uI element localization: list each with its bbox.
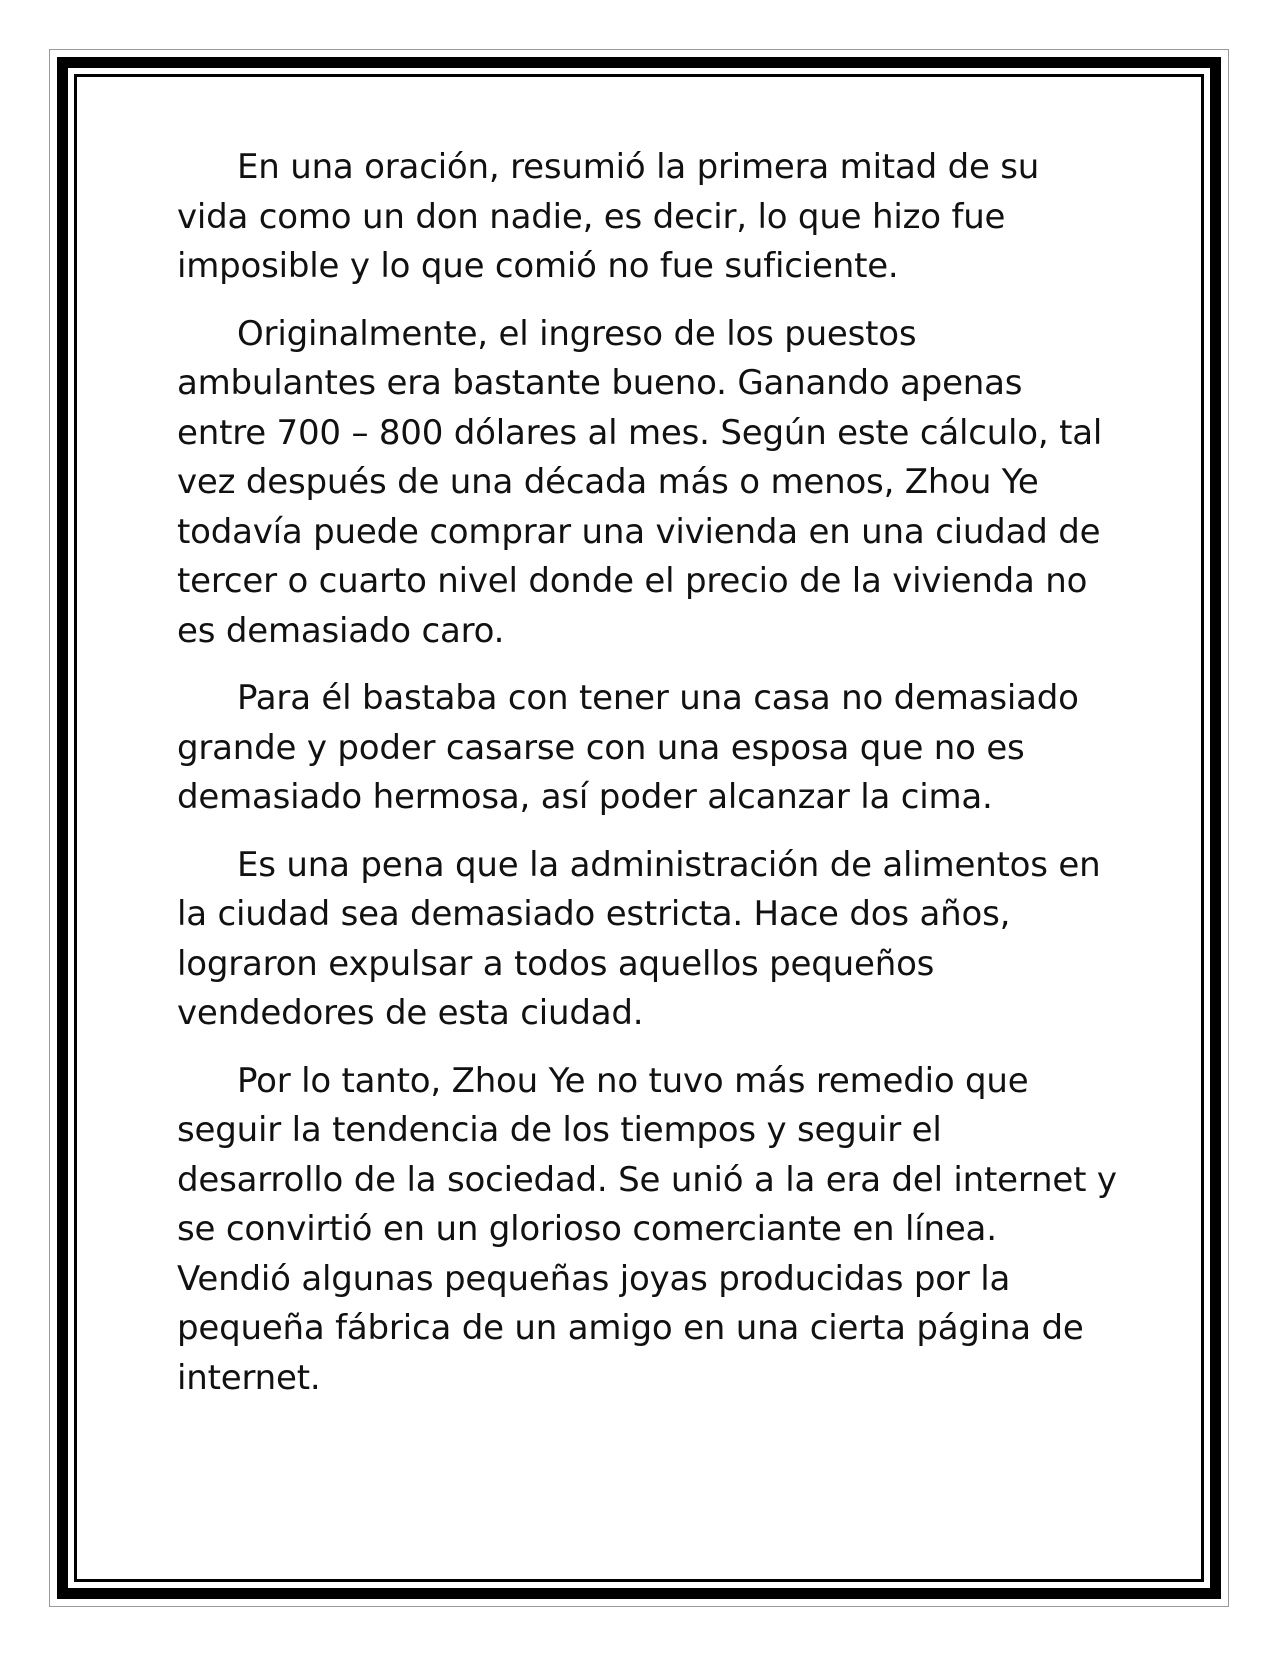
paragraph-1: En una oración, resumió la primera mitad de su vida como un don nadie, es decir, lo que hizo fue imposible y lo que comió no fue suficiente. xyxy=(177,147,1040,286)
paragraph-3: Para él bastaba con tener una casa no demasiado grande y poder casarse con una esposa que no es demasiado hermosa, así poder alcanzar la cima. xyxy=(177,678,1079,817)
paragraph-5: Por lo tanto, Zhou Ye no tuvo más remedio que seguir la tendencia de los tiempos y seguir el desarrollo de la sociedad. Se unió a la era del internet y se convirtió en un glorioso comerciante en línea. Vendió algunas pequeñas joyas producidas por la pequeña fábrica de un amigo en una cierta página de internet. xyxy=(177,1060,1117,1398)
paragraph-4: Es una pena que la administración de alimentos en la ciudad sea demasiado estricta. Hace dos años, lograron expulsar a todos aquellos pequeños vendedores de esta ciudad. xyxy=(177,844,1101,1033)
paragraph-2: Originalmente, el ingreso de los puestos ambulantes era bastante bueno. Ganando apenas entre 700 – 800 dólares al mes. Según este cálculo, tal vez después de una década más o menos, Zhou Ye todavía puede comprar una vivienda en una ciudad de tercer o cuarto nivel donde el precio de la vivienda no es demasiado caro. xyxy=(177,313,1103,651)
document-body xyxy=(177,143,1117,1421)
